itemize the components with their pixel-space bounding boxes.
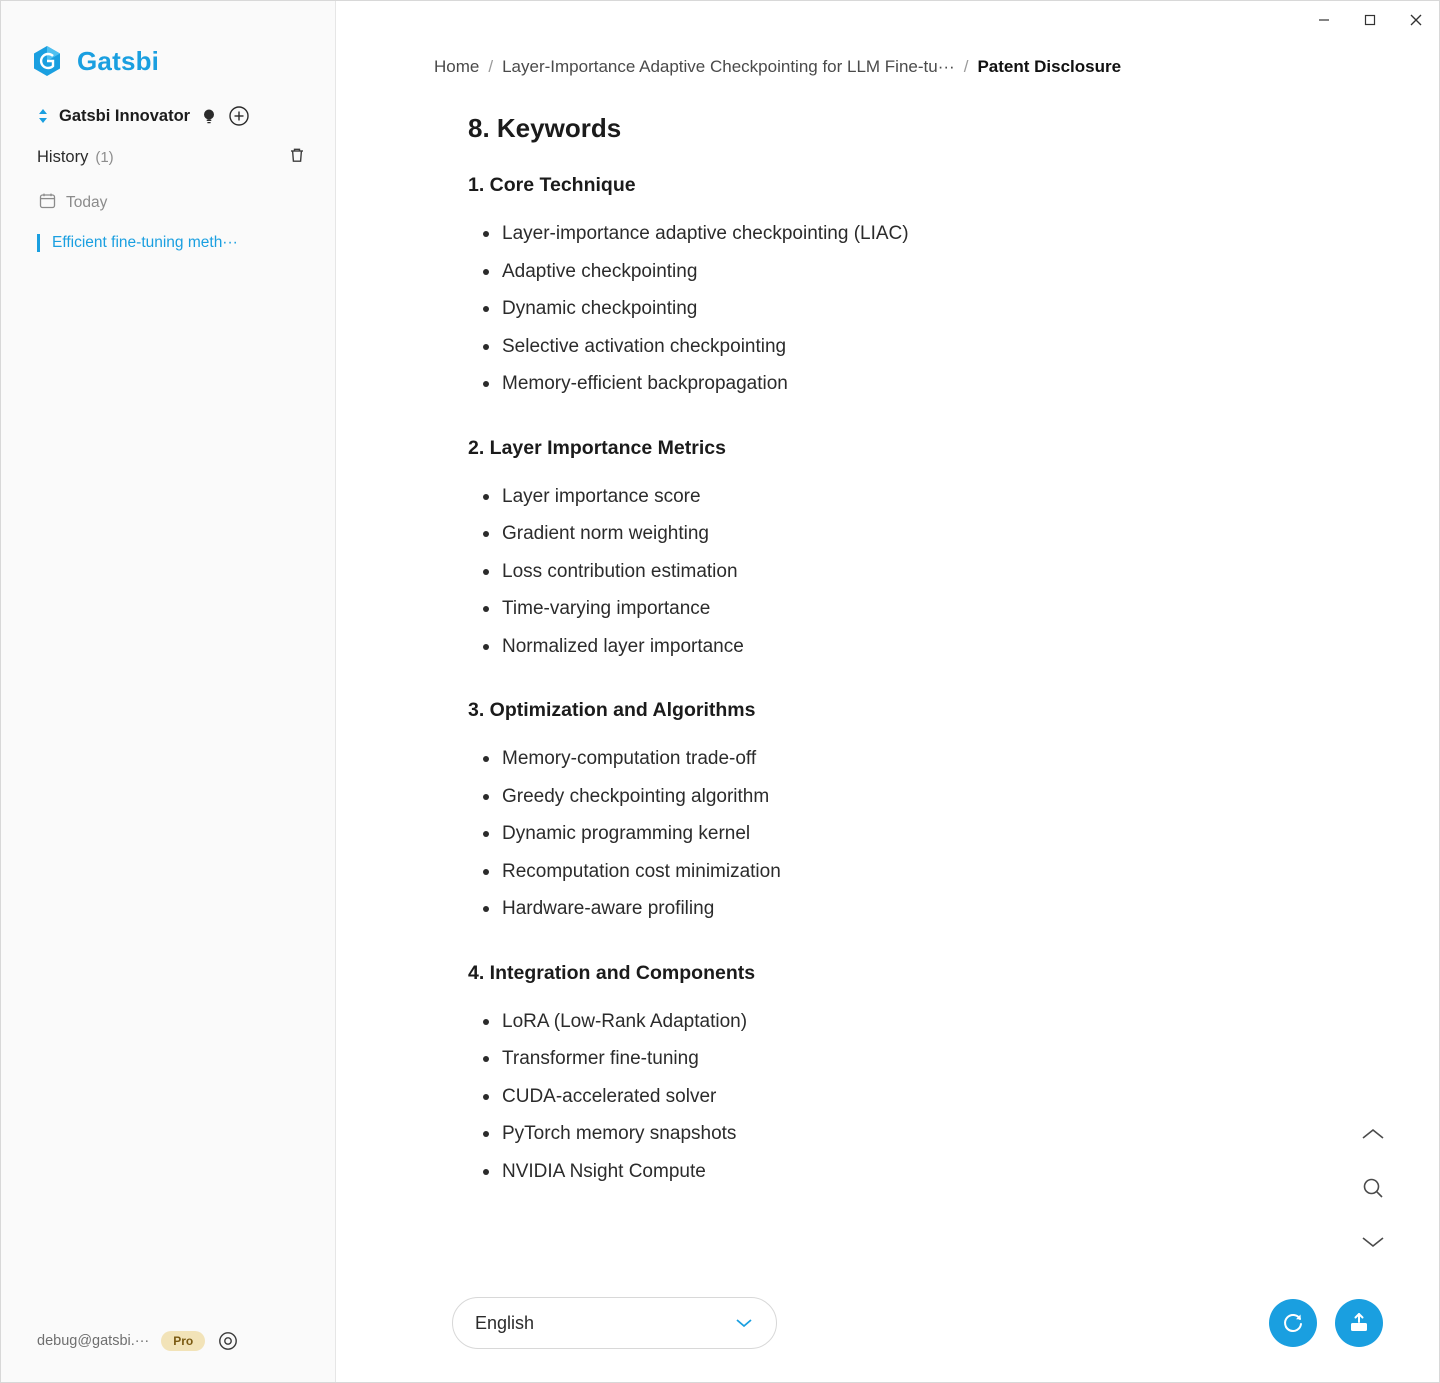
gatsbi-logo-icon [29, 43, 65, 79]
keyword-section [468, 962, 1379, 1191]
page-title: 8. Keywords [468, 113, 622, 143]
list-item[interactable]: Efficient fine-tuning meth··· [37, 234, 292, 252]
language-value: English [475, 1312, 535, 1333]
list-item: Dynamic programming kernel [502, 815, 1379, 853]
section-heading: 1. Core Technique [468, 174, 636, 196]
keyword-section [468, 699, 1379, 928]
document-content [336, 77, 1439, 1382]
history-header [1, 127, 335, 170]
breadcrumb-project[interactable]: Layer-Importance Adaptive Checkpointing for LLM Fine-tu··· [502, 57, 955, 76]
list-item: CUDA-accelerated solver [502, 1078, 1379, 1116]
status-badge: Pro [161, 1331, 205, 1351]
chevron-down-icon [734, 1313, 754, 1334]
main-panel [336, 1, 1439, 1382]
export-button[interactable] [1335, 1299, 1383, 1347]
section-heading: 3. Optimization and Algorithms [468, 699, 756, 721]
workspace-switcher[interactable] [1, 87, 335, 127]
breadcrumb-separator: / [963, 57, 969, 76]
breadcrumb-home[interactable]: Home [434, 57, 480, 76]
calendar-icon [39, 192, 56, 214]
list-item: Selective activation checkpointing [502, 328, 1379, 366]
right-rail [1359, 1120, 1387, 1256]
list-item: Gradient norm weighting [502, 515, 1379, 553]
trash-icon[interactable] [287, 145, 307, 170]
keyword-section [468, 174, 1379, 403]
idea-bulb-icon[interactable] [200, 107, 218, 125]
today-group [1, 170, 335, 214]
list-item: Recomputation cost minimization [502, 853, 1379, 891]
list-item: Greedy checkpointing algorithm [502, 778, 1379, 816]
section-heading: 4. Integration and Components [468, 961, 756, 984]
list-item: Layer-importance adaptive checkpointing (LIAC) [502, 215, 1379, 253]
workspace-name: Gatsbi Innovator [59, 106, 191, 125]
list-item: Dynamic checkpointing [502, 290, 1379, 328]
minimize-icon[interactable] [1301, 3, 1347, 37]
list-item: Normalized layer importance [502, 628, 1379, 666]
close-icon[interactable] [1393, 3, 1439, 37]
list-item: PyTorch memory snapshots [502, 1115, 1379, 1153]
history-count: (1) [95, 149, 114, 166]
keyword-list [468, 478, 1379, 666]
list-item: Memory-efficient backpropagation [502, 365, 1379, 403]
sidebar [1, 1, 336, 1382]
today-label: Today [66, 194, 108, 211]
new-chat-icon[interactable] [228, 105, 250, 127]
search-icon[interactable] [1359, 1174, 1387, 1202]
list-item: Memory-computation trade-off [502, 740, 1379, 778]
scroll-down-icon[interactable] [1359, 1228, 1387, 1256]
scroll-up-icon[interactable] [1359, 1120, 1387, 1148]
keyword-section [468, 437, 1379, 666]
list-item: Transformer fine-tuning [502, 1040, 1379, 1078]
list-item: Hardware-aware profiling [502, 890, 1379, 928]
brand-name: Gatsbi [77, 45, 160, 76]
section-heading: 2. Layer Importance Metrics [468, 436, 726, 459]
keyword-list [468, 740, 1379, 928]
gear-icon[interactable] [217, 1330, 239, 1352]
action-buttons [1269, 1299, 1383, 1347]
list-item: NVIDIA Nsight Compute [502, 1153, 1379, 1191]
list-item: Loss contribution estimation [502, 553, 1379, 591]
breadcrumb-separator: / [488, 57, 494, 76]
window-titlebar [1301, 1, 1439, 39]
maximize-icon[interactable] [1347, 3, 1393, 37]
breadcrumb-current: Patent Disclosure [977, 57, 1122, 76]
breadcrumb [336, 1, 1439, 77]
user-email: debug@gatsbi.··· [37, 1333, 150, 1349]
history-label: History [37, 148, 89, 166]
regenerate-button[interactable] [1269, 1299, 1317, 1347]
sidebar-footer [1, 1330, 335, 1382]
bottom-bar [336, 1264, 1439, 1382]
list-item: Time-varying importance [502, 590, 1379, 628]
workspace-caret-icon [37, 107, 49, 125]
list-item: Adaptive checkpointing [502, 253, 1379, 291]
list-item: LoRA (Low-Rank Adaptation) [502, 1003, 1379, 1041]
brand [1, 1, 335, 87]
list-item: Layer importance score [502, 478, 1379, 516]
keyword-list [468, 215, 1379, 403]
keyword-list [468, 1003, 1379, 1191]
language-select[interactable] [452, 1297, 777, 1349]
